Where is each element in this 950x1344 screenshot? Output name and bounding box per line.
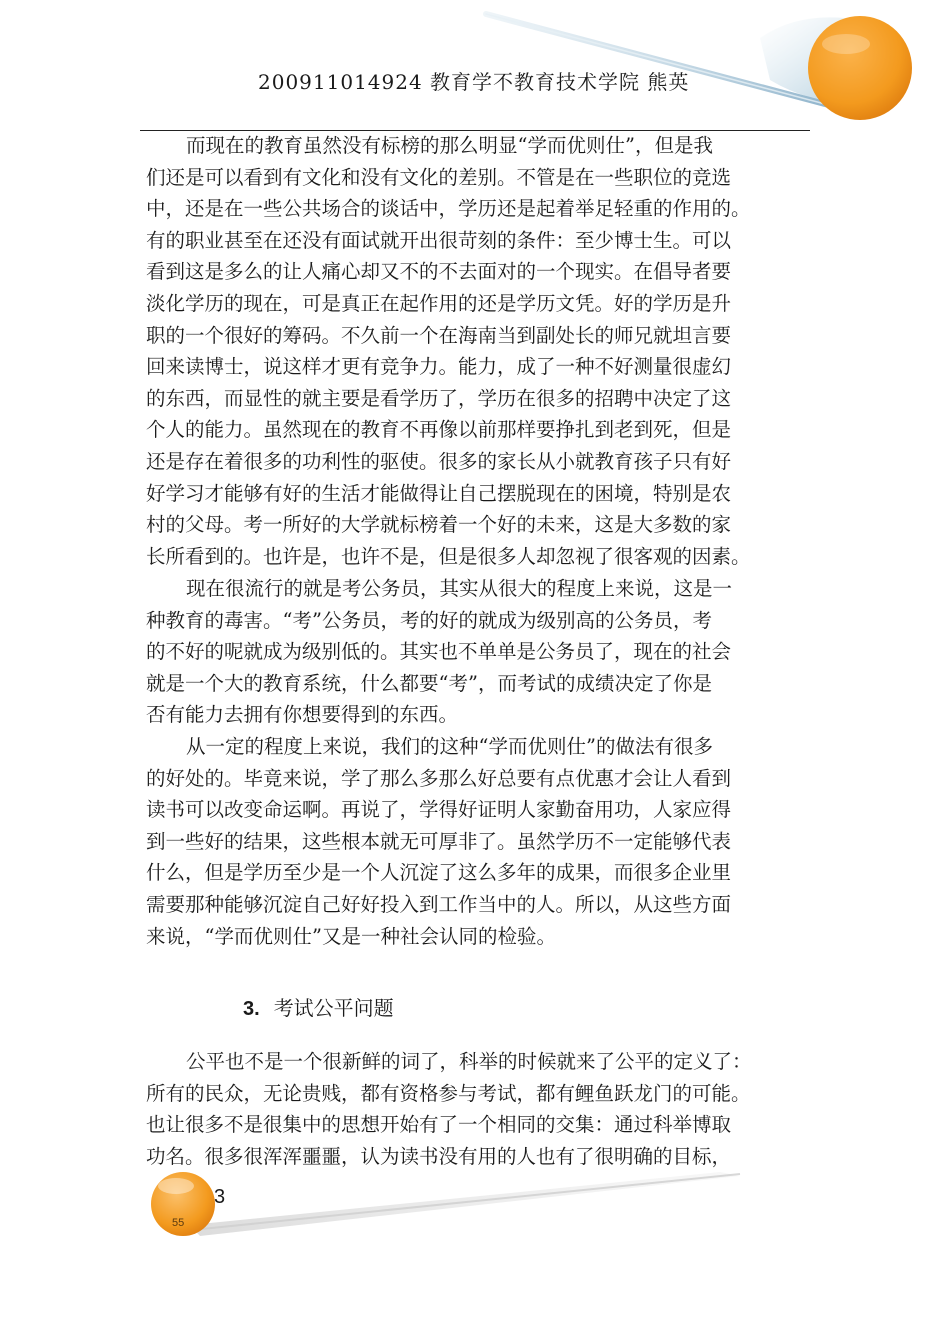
text-line: 长所看到的。也许是，也许不是，但是很多人却忽视了很客观的因素。 bbox=[146, 544, 751, 568]
text-line: 的不好的呢就成为级别低的。其实也不单单是公务员了，现在的社会 bbox=[146, 640, 732, 664]
page-number: 3 bbox=[214, 1186, 226, 1208]
section-title: 考试公平问题 bbox=[273, 996, 394, 1020]
footer-orb-decoration bbox=[151, 1172, 740, 1236]
text-line: 从一定的程度上来说，我们的这种“学而优则仕”的做法有很多 bbox=[186, 735, 713, 758]
section-number: 3. bbox=[243, 998, 260, 1020]
text-line: 所有的民众，无论贵贱，都有资格参与考试，都有鲤鱼跃龙门的可能。 bbox=[146, 1081, 751, 1105]
text-line: 还是存在着很多的功利性的驱使。很多的家长从小就教育孩子只有好 bbox=[146, 449, 732, 473]
paragraph-2 bbox=[146, 573, 810, 731]
text-line: 到一些好的结果，这些根本就无可厚非了。虽然学历不一定能够代表 bbox=[146, 829, 732, 853]
text-line: 好学习才能够有好的生活才能做得让自己摆脱现在的困境，特别是农 bbox=[146, 481, 732, 505]
text-line: 个人的能力。虽然现在的教育不再像以前那样要挣扎到老到死，但是 bbox=[146, 418, 732, 442]
text-line: 现在很流行的就是考公务员，其实从很大的程度上来说，这是一 bbox=[186, 577, 733, 600]
text-line: 而现在的教育虽然没有标榜的那么明显“学而优则仕”，但是我 bbox=[186, 134, 713, 157]
paragraph-3 bbox=[146, 731, 810, 952]
text-line: 的东西，而显性的就主要是看学历了，学历在很多的招聘中决定了这 bbox=[146, 386, 732, 410]
text-line: 淡化学历的现在，可是真正在起作用的还是学历文凭。好的学历是升 bbox=[146, 291, 732, 315]
text-line: 们还是可以看到有文化和没有文化的差别。不管是在一些职位的竞选 bbox=[146, 165, 732, 189]
text-line: 来说，“学而优则仕”又是一种社会认同的检验。 bbox=[146, 924, 556, 948]
header-orb-icon bbox=[808, 16, 912, 120]
text-line: 回来读博士，说这样才更有竞争力。能力，成了一种不好测量很虚幻 bbox=[146, 355, 732, 379]
text-line: 有的职业甚至在还没有面试就开出很苛刻的条件：至少博士生。可以 bbox=[146, 228, 732, 252]
text-line: 读书可以改变命运啊。再说了，学得好证明人家勤奋用功，人家应得 bbox=[146, 798, 732, 822]
paragraph-1 bbox=[146, 130, 810, 572]
text-line: 就是一个大的教育系统，什么都要“考”，而考试的成绩决定了你是 bbox=[146, 671, 712, 695]
text-line: 否有能力去拥有你想要得到的东西。 bbox=[146, 703, 459, 727]
text-line: 村的父母。考一所好的大学就标榜着一个好的未来，这是大多数的家 bbox=[146, 513, 732, 537]
section-paragraph bbox=[146, 1046, 810, 1172]
text-line: 种教育的毒害。“考”公务员，考的好的就成为级别高的公务员，考 bbox=[146, 608, 712, 632]
page-badge-number: 55 bbox=[172, 1217, 185, 1229]
text-line: 也让很多不是很集中的思想开始有了一个相同的交集：通过科举博取 bbox=[146, 1113, 732, 1137]
text-line: 什么，但是学历至少是一个人沉淀了这么多年的成果，而很多企业里 bbox=[146, 861, 732, 885]
running-header: 200911014924 教育学不教育技术学院 熊英 bbox=[258, 70, 690, 94]
text-line: 公平也不是一个很新鲜的词了，科举的时候就来了公平的定义了： bbox=[186, 1050, 752, 1073]
text-line: 看到这是多么的让人痛心却又不的不去面对的一个现实。在倡导者要 bbox=[146, 260, 732, 284]
section-heading bbox=[243, 992, 394, 1021]
text-line: 需要那种能够沉淀自己好好投入到工作当中的人。所以，从这些方面 bbox=[146, 892, 732, 916]
text-line: 职的一个很好的筹码。不久前一个在海南当到副处长的师兄就坦言要 bbox=[146, 323, 732, 347]
text-line: 中，还是在一些公共场合的谈话中，学历还是起着举足轻重的作用的。 bbox=[146, 197, 751, 221]
text-line: 的好处的。毕竟来说，学了那么多那么好总要有点优惠才会让人看到 bbox=[146, 766, 732, 790]
text-line: 功名。很多很浑浑噩噩，认为读书没有用的人也有了很明确的目标， bbox=[146, 1144, 732, 1168]
